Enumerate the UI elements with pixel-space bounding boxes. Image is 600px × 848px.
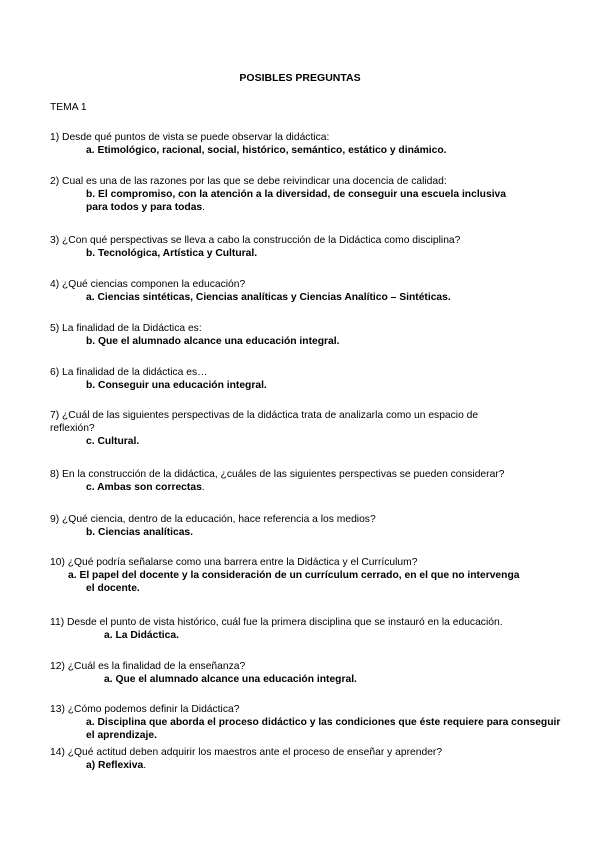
answer-text: a. El papel del docente y la consideración de un currículum cerrado, en el que no intervenga el docente. — [68, 570, 520, 594]
question-item — [50, 468, 560, 494]
page-title: POSIBLES PREGUNTAS — [239, 72, 361, 84]
answer-text: a. Disciplina que aborda el proceso didáctico y las condiciones que éste requiere para conseguir el aprendizaje. — [86, 717, 561, 741]
question-text: 10) ¿Qué podría señalarse como una barrera entre la Didáctica y el Currículum? — [50, 557, 418, 568]
question-text: 11) Desde el punto de vista histórico, cuál fue la primera disciplina que se instauró en la educación. — [50, 617, 503, 628]
question-text: 8) En la construcción de la didáctica, ¿cuáles de las siguientes perspectivas se pueden considerar? — [50, 469, 505, 480]
question-item — [50, 513, 560, 539]
answer-text — [86, 481, 560, 494]
question-item — [50, 746, 560, 772]
question-text: 13) ¿Cómo podemos definir la Didáctica? — [50, 704, 240, 715]
question-text: 9) ¿Qué ciencia, dentro de la educación, hace referencia a los medios? — [50, 514, 376, 525]
question-item — [50, 556, 560, 595]
question-text: 6) La finalidad de la didáctica es… — [50, 367, 208, 378]
answer-trail: . — [201, 482, 205, 493]
answer-trail: . — [143, 760, 147, 771]
question-item — [50, 409, 560, 448]
question-item — [50, 703, 560, 742]
question-text: 4) ¿Qué ciencias componen la educación? — [50, 279, 246, 290]
question-text: 3) ¿Con qué perspectivas se lleva a cabo la construcción de la Didáctica como disciplina? — [50, 235, 461, 246]
question-item — [50, 616, 560, 642]
answer-text: a. Ciencias sintéticas, Ciencias analíticas y Ciencias Analítico – Sintéticas. — [86, 292, 451, 303]
answer-text: a. Etimológico, racional, social, histórico, semántico, estático y dinámico. — [86, 145, 447, 156]
answer-text — [86, 188, 526, 214]
question-item — [50, 660, 560, 686]
question-item — [50, 234, 560, 260]
section-heading: TEMA 1 — [50, 102, 87, 113]
answer-text: a. Que el alumnado alcance una educación integral. — [104, 674, 357, 685]
question-item — [50, 366, 560, 392]
question-item — [50, 278, 560, 304]
answer-bold: c. Ambas son correctas — [86, 482, 202, 493]
question-text: 14) ¿Qué actitud deben adquirir los maestros ante el proceso de enseñar y aprender? — [50, 747, 443, 758]
answer-text: b. Ciencias analíticas. — [86, 527, 194, 538]
question-text: 2) Cual es una de las razones por las que se debe reivindicar una docencia de calidad: — [50, 176, 447, 187]
answer-trail: . — [202, 202, 206, 213]
answer-text: b. Tecnológica, Artística y Cultural. — [86, 248, 258, 259]
question-item — [50, 131, 560, 157]
question-text: 7) ¿Cuál de las siguientes perspectivas de la didáctica trata de analizarla como un espacio de reflexión? — [50, 410, 479, 434]
question-text: 12) ¿Cuál es la finalidad de la enseñanza? — [50, 661, 246, 672]
question-item — [50, 175, 560, 214]
question-text: 5) La finalidad de la Didáctica es: — [50, 323, 202, 334]
answer-text — [86, 759, 560, 772]
question-text: 1) Desde qué puntos de vista se puede observar la didáctica: — [50, 132, 330, 143]
answer-text: b. Conseguir una educación integral. — [86, 380, 267, 391]
question-item — [50, 322, 560, 348]
answer-bold: a) Reflexiva — [86, 760, 144, 771]
answer-text: a. La Didáctica. — [104, 630, 179, 641]
answer-text: b. Que el alumnado alcance una educación integral. — [86, 336, 340, 347]
answer-bold: b. El compromiso, con la atención a la diversidad, de conseguir una escuela inclusiva para todos y para todas — [86, 189, 507, 213]
answer-text: c. Cultural. — [86, 436, 140, 447]
